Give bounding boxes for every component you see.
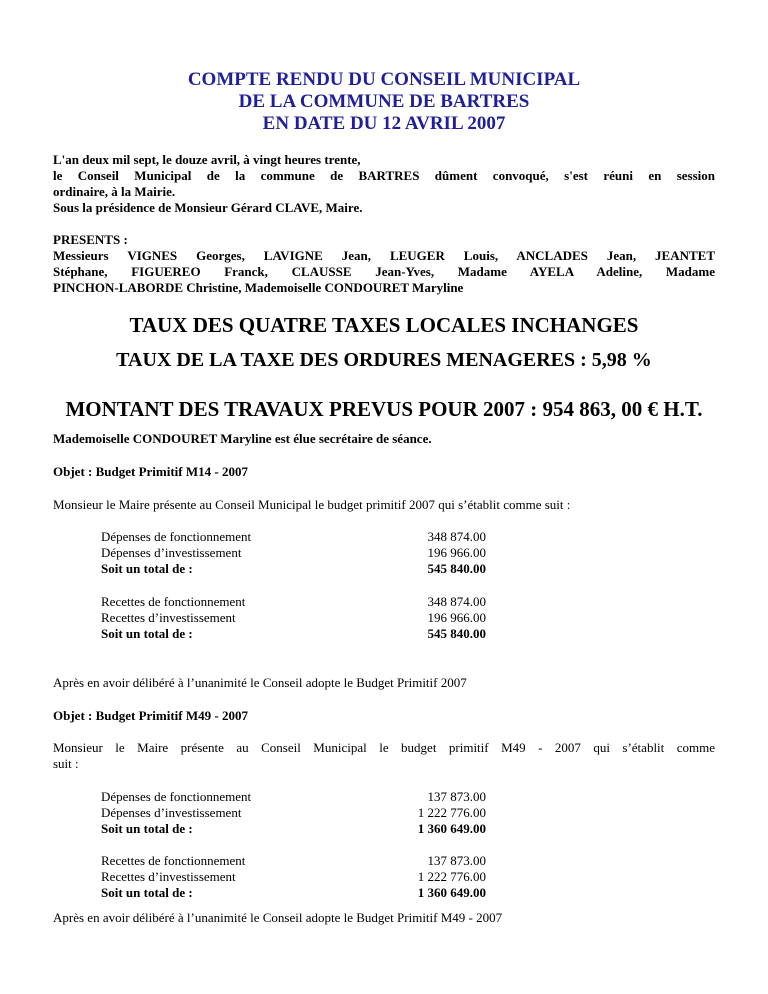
intro-paragraph [53,152,715,216]
m14-rec-total-value: 545 840.00 [427,626,486,641]
m49-dep-total-label: Soit un total de : [101,821,193,836]
m49-dep-fonct-value: 137 873.00 [427,789,486,804]
title-line-2: DE LA COMMUNE DE BARTRES [238,91,530,112]
presents-line-1: Messieurs VIGNES Georges, LAVIGNE Jean, LEUGER Louis, ANCLADES Jean, JEANTET [53,248,715,263]
m14-dep-total-label: Soit un total de : [101,561,193,576]
secretaire-line: Mademoiselle CONDOURET Maryline est élue secrétaire de séance. [53,431,432,446]
m49-rec-fonct-value: 137 873.00 [427,853,486,868]
m49-dep-fonct-label: Dépenses de fonctionnement [101,789,252,804]
intro-line-2: le Conseil Municipal de la commune de BARTRES dûment convoqué, s'est réuni en session [53,168,715,183]
headline-montant-travaux: MONTANT DES TRAVAUX PREVUS POUR 2007 : 954 863, 00 € H.T. [65,397,703,421]
title-line-3: EN DATE DU 12 AVRIL 2007 [262,113,506,134]
m49-objet: Objet : Budget Primitif M49 - 2007 [53,708,248,723]
intro-line-1: L'an deux mil sept, le douze avril, à vingt heures trente, [53,152,361,167]
m49-dep-invest-label: Dépenses d’investissement [101,805,242,820]
m49-dep-invest-value: 1 222 776.00 [417,805,486,820]
intro-line-4: Sous la présidence de Monsieur Gérard CLAVE, Maire. [53,200,363,215]
m49-rec-total-value: 1 360 649.00 [417,885,486,900]
m14-dep-invest-value: 196 966.00 [427,545,486,560]
m14-rec-invest-label: Recettes d’investissement [101,610,236,625]
m49-rec-total-label: Soit un total de : [101,885,193,900]
presents-line-3: PINCHON-LABORDE Christine, Mademoiselle CONDOURET Maryline [53,280,464,295]
m14-objet: Objet : Budget Primitif M14 - 2007 [53,464,248,479]
m14-rec-fonct-label: Recettes de fonctionnement [101,594,246,609]
intro-line-3: ordinaire, à la Mairie. [53,184,176,199]
m49-intro-line-2: suit : [53,756,79,771]
title-line-1: COMPTE RENDU DU CONSEIL MUNICIPAL [187,69,581,90]
m49-intro [53,740,715,772]
m14-dep-fonct-value: 348 874.00 [427,529,486,544]
m49-rec-invest-value: 1 222 776.00 [417,869,486,884]
m14-rec-total-label: Soit un total de : [101,626,193,641]
m14-dep-fonct-label: Dépenses de fonctionnement [101,529,252,544]
m14-conclusion: Après en avoir délibéré à l’unanimité le Conseil adopte le Budget Primitif 2007 [53,675,467,690]
headline-taux-taxes: TAUX DES QUATRE TAXES LOCALES INCHANGES [129,313,639,337]
presents-line-2: Stéphane, FIGUEREO Franck, CLAUSSE Jean-Yves, Madame AYELA Adeline, Madame [53,264,715,279]
document-title [0,69,768,135]
m49-rec-invest-label: Recettes d’investissement [101,869,236,884]
m49-intro-line-1: Monsieur le Maire présente au Conseil Municipal le budget primitif M49 - 2007 qui s’établit comme [53,740,715,755]
m49-dep-total-value: 1 360 649.00 [417,821,486,836]
m14-dep-invest-label: Dépenses d’investissement [101,545,242,560]
m14-intro: Monsieur le Maire présente au Conseil Municipal le budget primitif 2007 qui s’établit comme suit : [53,497,571,512]
presents-label: PRESENTS : [53,232,128,247]
m14-dep-total-value: 545 840.00 [427,561,486,576]
m14-rec-fonct-value: 348 874.00 [427,594,486,609]
m14-rec-invest-value: 196 966.00 [427,610,486,625]
presents-paragraph [53,232,715,296]
m49-rec-fonct-label: Recettes de fonctionnement [101,853,246,868]
m49-conclusion: Après en avoir délibéré à l’unanimité le Conseil adopte le Budget Primitif M49 - 2007 [53,910,503,925]
headline-taux-ordures: TAUX DE LA TAXE DES ORDURES MENAGERES : 5,98 % [116,349,652,371]
